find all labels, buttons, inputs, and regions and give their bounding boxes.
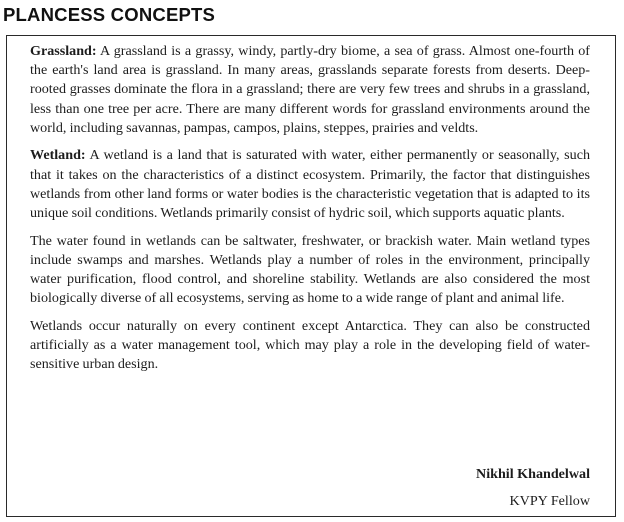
concept-content <box>30 42 590 383</box>
paragraph-wetland <box>30 146 590 223</box>
author-signature <box>476 461 590 515</box>
term-grassland: Grassland: <box>30 43 97 59</box>
paragraph-text: Wetlands occur naturally on every continent except Antarctica. They can also be constructed artificially as a water management tool, which may play a role in the developing field of water-sensitive urban design. <box>30 317 590 373</box>
term-wetland: Wetland: <box>30 147 86 164</box>
paragraph-text: A grassland is a grassy, windy, partly-dry biome, a sea of grass. Almost one-fourth of the earth's land area is grassland. In many areas, grasslands separate forests from deserts. Deep-rooted grasses dominate the flora in a grassland; there are very few trees and shrubs in a grassland, less than one tree per acre. There are many different words for grassland environments around the world, including savannas, pampas, campos, plains, steppes, prairies and veldts. <box>30 43 590 136</box>
author-name: Nikhil Khandelwal <box>476 466 590 482</box>
paragraph-wetland-water <box>30 232 590 309</box>
section-heading: PLANCESS CONCEPTS <box>3 4 216 25</box>
paragraph-text: The water found in wetlands can be saltwater, freshwater, or brackish water. Main wetland types include swamps and marshes. Wetlands play a number of roles in the environment, principally water purification, flood control, and shoreline stability. Wetlands are also considered the most biologically diverse of all ecosystems, serving as home to a wide range of plant and animal life. <box>30 232 590 307</box>
author-role: KVPY Fellow <box>509 493 590 509</box>
paragraph-text: A wetland is a land that is saturated with water, either permanently or seasonally, such that it takes on the characteristics of a distinct ecosystem. Primarily, the factor that distinguishes wetlands from other land forms or water bodies is the characteristic vegetation that is adapted to its unique soil conditions. Wetlands primarily consist of hydric soil, which supports aquatic plants. <box>30 147 590 222</box>
paragraph-grassland <box>30 42 590 138</box>
paragraph-wetland-occurrence <box>30 317 590 375</box>
